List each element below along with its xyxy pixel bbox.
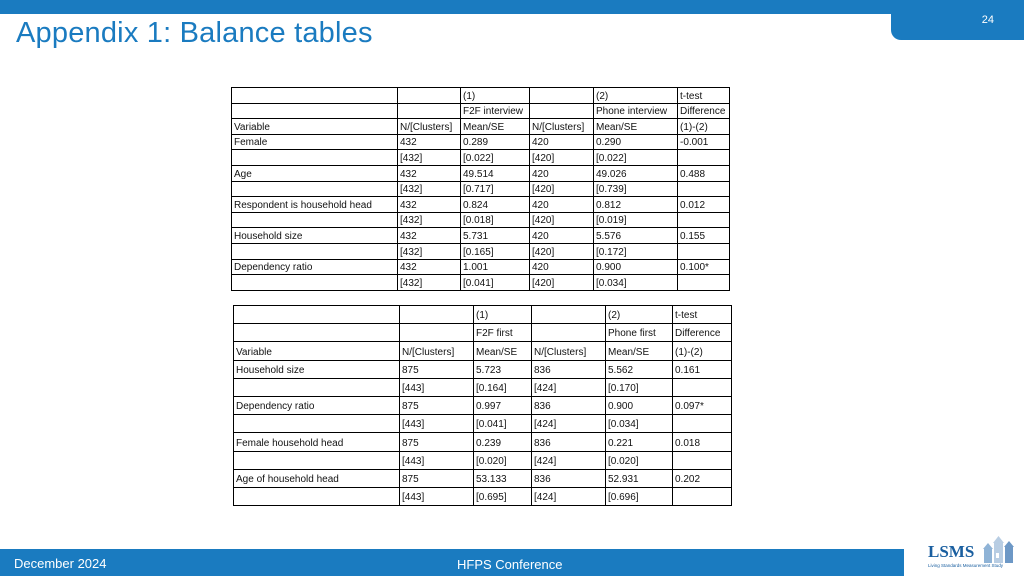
table-cell: 420 [530,165,594,181]
table-cell: 53.133 [474,469,532,487]
table-cell [678,243,730,259]
table-cell: [420] [530,150,594,166]
table-cell: 420 [530,134,594,150]
table-cell: [443] [400,415,474,433]
table-cell [398,103,461,119]
table-cell: 0.012 [678,197,730,213]
table-cell: 836 [532,469,606,487]
table-cell: 0.900 [594,259,678,275]
table-cell: Variable [232,119,398,135]
table-row [232,259,730,275]
table-row [232,165,730,181]
header-bar [0,0,1024,14]
table-row [234,487,732,505]
table-cell: [420] [530,275,594,291]
table-cell: Household size [234,360,400,378]
table-cell [234,378,400,396]
table-cell: [432] [398,212,461,228]
table-cell: [0.170] [606,378,673,396]
table-cell: N/[Clusters] [530,119,594,135]
table-cell: 0.018 [673,433,732,451]
table-cell: Female [232,134,398,150]
table-cell: [0.695] [474,487,532,505]
table-cell: [424] [532,415,606,433]
table-cell: (1)-(2) [678,119,730,135]
balance-table-first-mode [233,305,732,506]
table-cell: 432 [398,259,461,275]
table-cell [673,487,732,505]
table-cell: [0.022] [461,150,530,166]
table-cell [232,88,398,104]
table-cell: [420] [530,212,594,228]
table-cell: (1) [461,88,530,104]
table-cell: 432 [398,134,461,150]
table-cell: 0.202 [673,469,732,487]
table-cell [400,324,474,342]
table-cell: Phone first [606,324,673,342]
logo-text: LSMS [928,542,975,561]
table-cell: [432] [398,150,461,166]
table-row [232,275,730,291]
table-cell: -0.001 [678,134,730,150]
table-cell: [432] [398,243,461,259]
table-cell [234,451,400,469]
table-cell: Dependency ratio [232,259,398,275]
table-cell [678,150,730,166]
houses-icon [982,531,1016,565]
table-cell [232,103,398,119]
table-row [232,88,730,104]
table-row [232,197,730,213]
table-cell: [443] [400,487,474,505]
balance-table-interview-mode [231,87,730,291]
table-cell: t-test [673,306,732,324]
table-cell [530,103,594,119]
table-cell: 875 [400,469,474,487]
table-cell: 0.155 [678,228,730,244]
table-cell: 875 [400,396,474,414]
table-cell: Female household head [234,433,400,451]
table-cell: [0.739] [594,181,678,197]
table-cell [673,415,732,433]
footer-conference: HFPS Conference [457,557,563,572]
footer-date: December 2024 [14,556,107,571]
table-cell: 420 [530,197,594,213]
table-cell: Difference [673,324,732,342]
table-cell: 0.488 [678,165,730,181]
table-cell [400,306,474,324]
table-cell: 0.824 [461,197,530,213]
table-row [232,119,730,135]
table-row [232,150,730,166]
table-cell: 0.812 [594,197,678,213]
table-cell: Mean/SE [606,342,673,360]
table-cell: [443] [400,378,474,396]
table-cell: 432 [398,228,461,244]
table-row [234,469,732,487]
table-cell: Age of household head [234,469,400,487]
table-cell: 5.576 [594,228,678,244]
table-row [234,378,732,396]
table-cell: [420] [530,181,594,197]
table-cell: N/[Clusters] [532,342,606,360]
table-cell: (1) [474,306,532,324]
page-number-tab [891,0,1024,40]
table-cell: Difference [678,103,730,119]
table-cell [398,88,461,104]
table-cell: Age [232,165,398,181]
table-cell: [0.041] [461,275,530,291]
table-cell [232,243,398,259]
table-cell: [0.172] [594,243,678,259]
table-cell: 5.723 [474,360,532,378]
table-cell [232,275,398,291]
table-cell [673,451,732,469]
table-cell: F2F first [474,324,532,342]
table-cell [530,88,594,104]
table-row [232,134,730,150]
table-row [234,342,732,360]
table-cell [673,378,732,396]
table-cell [232,212,398,228]
table-cell: [0.696] [606,487,673,505]
table-cell: 836 [532,360,606,378]
table-cell: N/[Clusters] [398,119,461,135]
table-cell [678,275,730,291]
table-cell: 5.731 [461,228,530,244]
table-cell [234,324,400,342]
table-cell: [424] [532,451,606,469]
table-cell: 49.026 [594,165,678,181]
table-cell: (2) [606,306,673,324]
table-row [234,306,732,324]
table-cell [678,212,730,228]
table-cell: [432] [398,275,461,291]
table-cell: 1.001 [461,259,530,275]
table-cell: Mean/SE [461,119,530,135]
table-row [234,396,732,414]
table-row [232,228,730,244]
table-cell: 875 [400,433,474,451]
table-cell: Variable [234,342,400,360]
table-cell: 0.239 [474,433,532,451]
table-row [234,451,732,469]
table-cell: [420] [530,243,594,259]
table-cell: [0.034] [594,275,678,291]
table-cell: 836 [532,433,606,451]
table-cell: t-test [678,88,730,104]
table-cell: Respondent is household head [232,197,398,213]
table-cell: [0.034] [606,415,673,433]
table-row [232,181,730,197]
slide-title: Appendix 1: Balance tables [16,17,373,49]
table-cell: 420 [530,259,594,275]
table-cell [234,487,400,505]
table-cell: [0.019] [594,212,678,228]
table-cell: [0.018] [461,212,530,228]
table-row [234,360,732,378]
table-cell: [0.165] [461,243,530,259]
table-cell: [0.041] [474,415,532,433]
table-cell [678,181,730,197]
table-cell: [443] [400,451,474,469]
table-cell: (2) [594,88,678,104]
table-cell: 432 [398,165,461,181]
table-cell: 0.100* [678,259,730,275]
table-cell: [0.164] [474,378,532,396]
table-cell: 0.221 [606,433,673,451]
table-row [232,243,730,259]
table-cell: [424] [532,487,606,505]
page-number: 24 [981,14,994,26]
table-cell [532,324,606,342]
table-cell: [0.022] [594,150,678,166]
table-cell: [0.020] [606,451,673,469]
table-cell: (1)-(2) [673,342,732,360]
table-cell [234,306,400,324]
table-cell: Mean/SE [474,342,532,360]
table-cell: 49.514 [461,165,530,181]
table-cell: 420 [530,228,594,244]
table-row [232,212,730,228]
table-cell [232,150,398,166]
table-cell: 52.931 [606,469,673,487]
table-cell: 0.289 [461,134,530,150]
table-cell: 836 [532,396,606,414]
table-cell: F2F interview [461,103,530,119]
table-cell: 0.161 [673,360,732,378]
table-row [232,103,730,119]
table-cell: [432] [398,181,461,197]
logo-subtitle: Living Standards Measurement Study [928,563,1004,568]
table-cell: [0.717] [461,181,530,197]
table-cell: [424] [532,378,606,396]
table-cell: 0.097* [673,396,732,414]
table-row [234,433,732,451]
table-cell: Household size [232,228,398,244]
lsms-logo [904,527,1024,576]
table-cell: 0.900 [606,396,673,414]
table-cell: 432 [398,197,461,213]
table-cell: 875 [400,360,474,378]
table-cell: [0.020] [474,451,532,469]
table-cell: Dependency ratio [234,396,400,414]
table-row [234,324,732,342]
table-cell: 0.290 [594,134,678,150]
table-cell: 0.997 [474,396,532,414]
table-cell [532,306,606,324]
table-cell: 5.562 [606,360,673,378]
table-row [234,415,732,433]
table-cell [234,415,400,433]
table-cell: Mean/SE [594,119,678,135]
table-cell: Phone interview [594,103,678,119]
table-cell [232,181,398,197]
table-cell: N/[Clusters] [400,342,474,360]
